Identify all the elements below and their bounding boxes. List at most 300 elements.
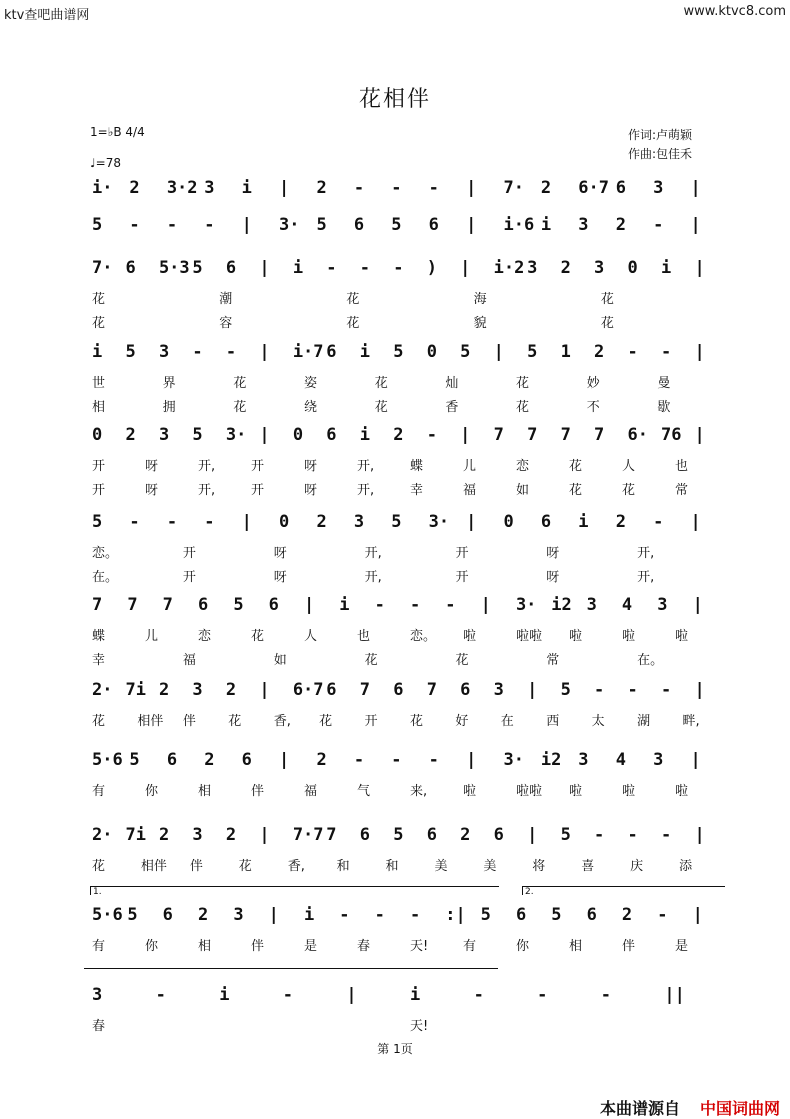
note-token: 4 xyxy=(615,750,626,770)
lyrics-verse-2 xyxy=(92,479,728,498)
note-token: 3 xyxy=(653,178,664,198)
lyric-syllable: 花 xyxy=(374,400,388,415)
note-token: - xyxy=(657,905,668,925)
lyric-syllable: 开 xyxy=(92,483,106,498)
lyric-syllable: 呀 xyxy=(546,570,560,585)
lyric-syllable: 啦啦 xyxy=(516,629,543,644)
note-token: - xyxy=(627,825,638,845)
source-label: 本曲谱源自 xyxy=(599,1099,680,1118)
note-token: 0 xyxy=(92,425,103,445)
lyric-syllable: 世 xyxy=(92,376,106,391)
lyric-syllable: 恋。 xyxy=(92,546,119,561)
note-token: | xyxy=(259,825,270,845)
note-token: 2 xyxy=(129,178,140,198)
note-token: 5 xyxy=(127,905,138,925)
note-token: - xyxy=(393,258,404,278)
note-token: | xyxy=(259,258,270,278)
note-token: 0 xyxy=(503,512,514,532)
lyric-syllable: 恋。 xyxy=(410,629,437,644)
lyric-syllable: 幸 xyxy=(92,653,106,668)
lyric-syllable: 开, xyxy=(637,546,655,561)
score-row xyxy=(92,595,728,675)
note-token: 7 xyxy=(127,595,138,615)
note-token: i xyxy=(219,985,230,1005)
lyric-syllable: 啦啦 xyxy=(516,784,543,799)
lyric-syllable: 开, xyxy=(357,459,375,474)
lyric-syllable: 开, xyxy=(637,570,655,585)
lyric-syllable: 啦 xyxy=(622,784,636,799)
watermark-right: www.ktvc8.com xyxy=(683,4,786,19)
note-token: | xyxy=(480,595,491,615)
note-token: - xyxy=(409,595,421,615)
lyric-syllable: 啦 xyxy=(463,629,477,644)
composer-credit: 作曲:包佳禾 xyxy=(628,147,693,161)
note-token: | xyxy=(692,595,703,615)
note-token: 5·6 xyxy=(92,750,123,770)
notation-line xyxy=(92,825,728,845)
note-token: 6 xyxy=(125,258,136,278)
note-token: 7·7 xyxy=(292,825,324,845)
lyric-syllable: 开, xyxy=(364,546,382,561)
notation-line xyxy=(92,512,728,532)
note-token: 6 xyxy=(515,905,527,925)
lyric-syllable: 花 xyxy=(319,714,333,729)
note-token: | xyxy=(694,825,705,845)
lyric-syllable: 来, xyxy=(410,784,428,799)
lyric-syllable: 啦 xyxy=(675,784,689,799)
lyric-syllable: 在。 xyxy=(637,653,664,668)
lyric-syllable: 你 xyxy=(516,939,530,954)
lyric-syllable: 香 xyxy=(445,400,459,415)
note-token: 7 xyxy=(560,425,571,445)
note-token: 5 xyxy=(129,750,140,770)
note-token: | xyxy=(346,985,357,1005)
note-token: i xyxy=(292,258,304,278)
lyric-syllable: 曼 xyxy=(657,376,671,391)
note-token: 2 xyxy=(225,825,237,845)
lyric-syllable: 开 xyxy=(92,459,106,474)
lyric-syllable: 相伴 xyxy=(137,714,164,729)
note-token: 0 xyxy=(627,258,638,278)
lyric-syllable: 恋 xyxy=(516,459,530,474)
note-token: - xyxy=(204,215,215,235)
note-token: i xyxy=(92,342,103,362)
score-row xyxy=(92,258,728,338)
lyrics-verse-2 xyxy=(92,396,728,415)
notation-line xyxy=(92,595,728,615)
note-token: 7 xyxy=(527,425,538,445)
note-token: - xyxy=(339,905,350,925)
note-token: 7 xyxy=(594,425,605,445)
note-token: 5 xyxy=(560,680,571,700)
note-token: 6· xyxy=(627,425,648,445)
note-token: | xyxy=(466,215,477,235)
note-token: 3 xyxy=(653,750,664,770)
note-token: | xyxy=(279,178,290,198)
note-token: 2 xyxy=(615,512,626,532)
note-token: 3 xyxy=(158,342,170,362)
lyrics-verse-1 xyxy=(92,455,728,474)
note-token: - xyxy=(192,342,203,362)
lyric-syllable: 花 xyxy=(346,292,360,307)
lyric-syllable: 添 xyxy=(679,859,693,874)
note-token: | xyxy=(527,825,538,845)
note-token: 3 xyxy=(204,178,215,198)
note-token: i2 xyxy=(540,750,562,770)
note-token: - xyxy=(660,825,672,845)
note-token: 6 xyxy=(326,342,337,362)
lyric-syllable: 福 xyxy=(182,653,196,668)
note-token: i2 xyxy=(551,595,572,615)
lyric-syllable: 你 xyxy=(145,784,159,799)
lyric-syllable: 绕 xyxy=(304,400,318,415)
lyric-syllable: 天! xyxy=(410,1019,429,1034)
note-token: 3 xyxy=(192,825,203,845)
note-token: - xyxy=(600,985,611,1005)
note-token: | xyxy=(694,258,705,278)
lyric-syllable: 开 xyxy=(251,459,265,474)
note-token: - xyxy=(426,425,437,445)
note-token: 76 xyxy=(660,425,682,445)
lyric-syllable: 灿 xyxy=(445,376,459,391)
note-token: 6·7 xyxy=(578,178,609,198)
note-token: i·2 xyxy=(493,258,525,278)
note-token: 3 xyxy=(594,258,605,278)
note-token: 6 xyxy=(166,750,178,770)
lyric-syllable: 有 xyxy=(92,939,106,954)
note-token: 3 xyxy=(158,425,170,445)
note-token: - xyxy=(204,512,215,532)
note-token: 2 xyxy=(560,258,571,278)
note-token: 6 xyxy=(197,595,209,615)
note-token: 2 xyxy=(225,680,237,700)
lyric-syllable: 呀 xyxy=(273,546,287,561)
note-token: 2 xyxy=(204,750,215,770)
note-token: | xyxy=(303,595,315,615)
lyric-syllable: 啦 xyxy=(622,629,636,644)
lyric-syllable: 和 xyxy=(385,859,399,874)
note-token: 5 xyxy=(192,258,203,278)
note-token: 3 xyxy=(493,680,504,700)
note-token: i xyxy=(409,985,421,1005)
key-signature: 1=♭B 4/4 xyxy=(90,125,145,139)
note-token: - xyxy=(473,985,484,1005)
note-token: 6 xyxy=(428,215,439,235)
note-token: - xyxy=(653,512,664,532)
lyric-syllable: 容 xyxy=(219,316,233,331)
notation-line xyxy=(92,680,728,700)
note-token: 7 xyxy=(426,680,437,700)
lyric-syllable: 有 xyxy=(463,939,477,954)
note-token: i xyxy=(660,258,672,278)
lyric-syllable: 气 xyxy=(357,784,371,799)
lyric-syllable: 幸 xyxy=(410,483,424,498)
lyric-syllable: 也 xyxy=(357,629,371,644)
note-token: - xyxy=(326,258,337,278)
lyric-syllable: 花 xyxy=(228,714,242,729)
note-token: 6 xyxy=(241,750,252,770)
note-token: 3 xyxy=(527,258,538,278)
lyrics-verse-1 xyxy=(92,780,728,799)
lyric-syllable: 太 xyxy=(591,714,605,729)
lyric-syllable: 儿 xyxy=(463,459,477,474)
notation-line xyxy=(92,985,728,1005)
lyric-syllable: 天! xyxy=(410,939,429,954)
note-token: 6 xyxy=(162,905,173,925)
volta-1: 1. xyxy=(90,886,499,895)
lyric-syllable: 花 xyxy=(92,714,106,729)
lyric-syllable: 相伴 xyxy=(140,859,167,874)
lyrics-verse-1 xyxy=(92,855,728,874)
note-token: 5 xyxy=(92,512,103,532)
note-token: 3 xyxy=(586,595,597,615)
note-token: - xyxy=(282,985,294,1005)
note-token: 5 xyxy=(480,905,491,925)
lyric-syllable: 花 xyxy=(455,653,469,668)
lyric-syllable: 伴 xyxy=(251,939,265,954)
note-token: 2 xyxy=(197,905,209,925)
note-token: | xyxy=(493,342,504,362)
notation-line xyxy=(92,178,728,198)
lyric-syllable: 西 xyxy=(546,714,560,729)
lyric-syllable: 美 xyxy=(483,859,497,874)
lyric-syllable: 花 xyxy=(233,400,247,415)
note-token: 3 xyxy=(192,680,203,700)
note-token: 2 xyxy=(460,825,471,845)
note-token: | xyxy=(460,258,471,278)
note-token: 2 xyxy=(615,215,626,235)
note-token: 2 xyxy=(393,425,404,445)
note-token: 0 xyxy=(426,342,437,362)
note-token: 6 xyxy=(540,512,552,532)
lyric-syllable: 如 xyxy=(516,483,530,498)
note-token: i· xyxy=(92,178,113,198)
lyric-syllable: 花 xyxy=(374,376,388,391)
note-token: - xyxy=(129,215,140,235)
note-token: 2 xyxy=(316,512,327,532)
note-token: 7 xyxy=(493,425,504,445)
lyric-syllable: 开 xyxy=(455,546,469,561)
lyric-syllable: 是 xyxy=(304,939,318,954)
note-token: - xyxy=(374,595,385,615)
lyric-syllable: 开 xyxy=(455,570,469,585)
lyric-syllable: 呀 xyxy=(273,570,287,585)
lyric-syllable: 好 xyxy=(455,714,469,729)
score-row xyxy=(92,680,728,760)
score-row xyxy=(92,512,728,592)
lyric-syllable: 伴 xyxy=(251,784,265,799)
note-token: 3 xyxy=(92,985,103,1005)
note-token: 5·3 xyxy=(158,258,190,278)
lyric-syllable: 花 xyxy=(364,653,378,668)
lyric-syllable: 伴 xyxy=(622,939,636,954)
volta-2: 2. xyxy=(522,886,725,895)
lyric-syllable: 开 xyxy=(182,546,196,561)
lyric-syllable: 开 xyxy=(182,570,196,585)
lyric-syllable: 貌 xyxy=(473,316,487,331)
lyric-syllable: 你 xyxy=(145,939,159,954)
lyric-syllable: 春 xyxy=(357,939,371,954)
note-token: | xyxy=(527,680,538,700)
note-token: 5 xyxy=(393,825,404,845)
source-site-link[interactable]: 中国词曲网 xyxy=(699,1099,780,1118)
note-token: 3· xyxy=(428,512,450,532)
note-token: 5 xyxy=(551,905,562,925)
lyric-syllable: 啦 xyxy=(569,629,583,644)
lyric-syllable: 海 xyxy=(473,292,487,307)
note-token: 3 xyxy=(578,750,589,770)
note-token: - xyxy=(428,750,439,770)
note-token: | xyxy=(466,750,477,770)
lyric-syllable: 啦 xyxy=(569,784,583,799)
note-token: - xyxy=(660,680,672,700)
note-token: 2 xyxy=(594,342,605,362)
lyric-syllable: 常 xyxy=(546,653,560,668)
note-token: | xyxy=(694,680,705,700)
note-token: 6 xyxy=(326,680,337,700)
lyric-syllable: 花 xyxy=(569,459,583,474)
note-token: 1 xyxy=(560,342,571,362)
lyric-syllable: 蝶 xyxy=(92,629,106,644)
note-token: 2 xyxy=(125,425,136,445)
lyric-syllable: 人 xyxy=(622,459,636,474)
lyrics-verse-1 xyxy=(92,372,728,391)
lyric-syllable: 美 xyxy=(434,859,448,874)
note-token: 0 xyxy=(292,425,304,445)
note-token: 6 xyxy=(426,825,437,845)
note-token: - xyxy=(353,750,365,770)
lyric-syllable: 开 xyxy=(251,483,265,498)
note-token: - xyxy=(627,342,638,362)
notation-line xyxy=(92,215,728,235)
page-number: 第 1页 xyxy=(377,1042,413,1056)
lyrics-verse-1 xyxy=(92,710,728,729)
lyric-syllable: 儿 xyxy=(145,629,159,644)
note-token: | xyxy=(259,680,270,700)
note-token: | xyxy=(460,425,471,445)
lyric-syllable: 福 xyxy=(463,483,477,498)
lyric-syllable: 相 xyxy=(569,939,583,954)
note-token: - xyxy=(129,512,140,532)
lyric-syllable: 花 xyxy=(409,714,423,729)
note-token: | xyxy=(241,512,252,532)
note-token: 6 xyxy=(393,680,404,700)
note-token: | xyxy=(279,750,290,770)
lyric-syllable: 妙 xyxy=(586,376,600,391)
lyrics-verse-2 xyxy=(92,566,728,585)
lyric-syllable: 将 xyxy=(532,859,546,874)
lyric-syllable: 香, xyxy=(287,859,305,874)
notation-line xyxy=(92,905,728,925)
note-token: - xyxy=(537,985,548,1005)
note-token: 5·6 xyxy=(92,905,123,925)
note-token: 3 xyxy=(353,512,365,532)
notation-line xyxy=(92,425,728,445)
note-token: 5 xyxy=(460,342,471,362)
lyric-syllable: 不 xyxy=(586,400,600,415)
note-token: 6 xyxy=(493,825,504,845)
note-token: i xyxy=(339,595,350,615)
note-token: - xyxy=(391,178,402,198)
lyric-syllable: 花 xyxy=(92,859,106,874)
note-token: 5 xyxy=(316,215,327,235)
note-token: - xyxy=(359,258,370,278)
note-token: 3· xyxy=(503,750,524,770)
lyric-syllable: 花 xyxy=(516,376,530,391)
note-token: i xyxy=(540,215,552,235)
notation-line xyxy=(92,258,728,278)
note-token: 2· xyxy=(92,825,113,845)
note-token: 7 xyxy=(326,825,337,845)
note-token: ) xyxy=(426,258,437,278)
lyric-syllable: 花 xyxy=(233,376,247,391)
note-token: - xyxy=(653,215,664,235)
lyric-syllable: 啦 xyxy=(463,784,477,799)
note-token: - xyxy=(627,680,638,700)
lyric-syllable: 在 xyxy=(500,714,514,729)
lyric-syllable: 开, xyxy=(198,459,216,474)
score-row xyxy=(92,342,728,422)
lyric-syllable: 相 xyxy=(198,784,212,799)
lyric-syllable: 花 xyxy=(238,859,252,874)
note-token: 5 xyxy=(192,425,203,445)
lyric-syllable: 蝶 xyxy=(410,459,424,474)
note-token: :| xyxy=(445,905,466,925)
lyric-syllable: 庆 xyxy=(630,859,644,874)
note-token: - xyxy=(155,985,166,1005)
lyric-syllable: 花 xyxy=(622,483,636,498)
note-token: - xyxy=(353,178,365,198)
lyric-syllable: 花 xyxy=(516,400,530,415)
note-token: 3 xyxy=(578,215,589,235)
lyric-syllable: 开, xyxy=(364,570,382,585)
lyric-syllable: 花 xyxy=(92,316,106,331)
note-token: | xyxy=(694,425,705,445)
note-token: 5 xyxy=(391,512,402,532)
lyric-syllable: 花 xyxy=(92,292,106,307)
note-token: i·6 xyxy=(503,215,535,235)
note-token: 2 xyxy=(316,178,327,198)
lyric-syllable: 花 xyxy=(600,292,614,307)
lyric-syllable: 花 xyxy=(569,483,583,498)
note-token: | xyxy=(466,178,477,198)
note-token: | xyxy=(259,342,270,362)
lyric-syllable: 伴 xyxy=(182,714,196,729)
lyric-syllable: 有 xyxy=(92,784,106,799)
tempo-mark: ♩=78 xyxy=(90,156,121,170)
lyrics-verse-1 xyxy=(92,625,728,644)
note-token: 3· xyxy=(279,215,300,235)
note-token: | xyxy=(259,425,270,445)
lyric-syllable: 界 xyxy=(162,376,176,391)
lyric-syllable: 畔, xyxy=(682,714,700,729)
lyric-syllable: 伴 xyxy=(189,859,203,874)
lyric-syllable: 福 xyxy=(304,784,318,799)
watermark-left: ktv查吧曲谱网 xyxy=(4,8,90,23)
note-token: i xyxy=(359,425,370,445)
lyric-syllable: 春 xyxy=(92,1019,106,1034)
lyrics-verse-1 xyxy=(92,1015,728,1034)
lyric-syllable: 开, xyxy=(198,483,216,498)
note-token: 6 xyxy=(225,258,237,278)
note-token: 6·7 xyxy=(292,680,324,700)
score-row xyxy=(92,750,728,830)
note-token: 4 xyxy=(621,595,633,615)
lyric-syllable: 呀 xyxy=(304,483,318,498)
note-token: i xyxy=(241,178,252,198)
note-token: 2 xyxy=(316,750,327,770)
lyricist-credit: 作词:卢萌颖 xyxy=(628,128,693,142)
